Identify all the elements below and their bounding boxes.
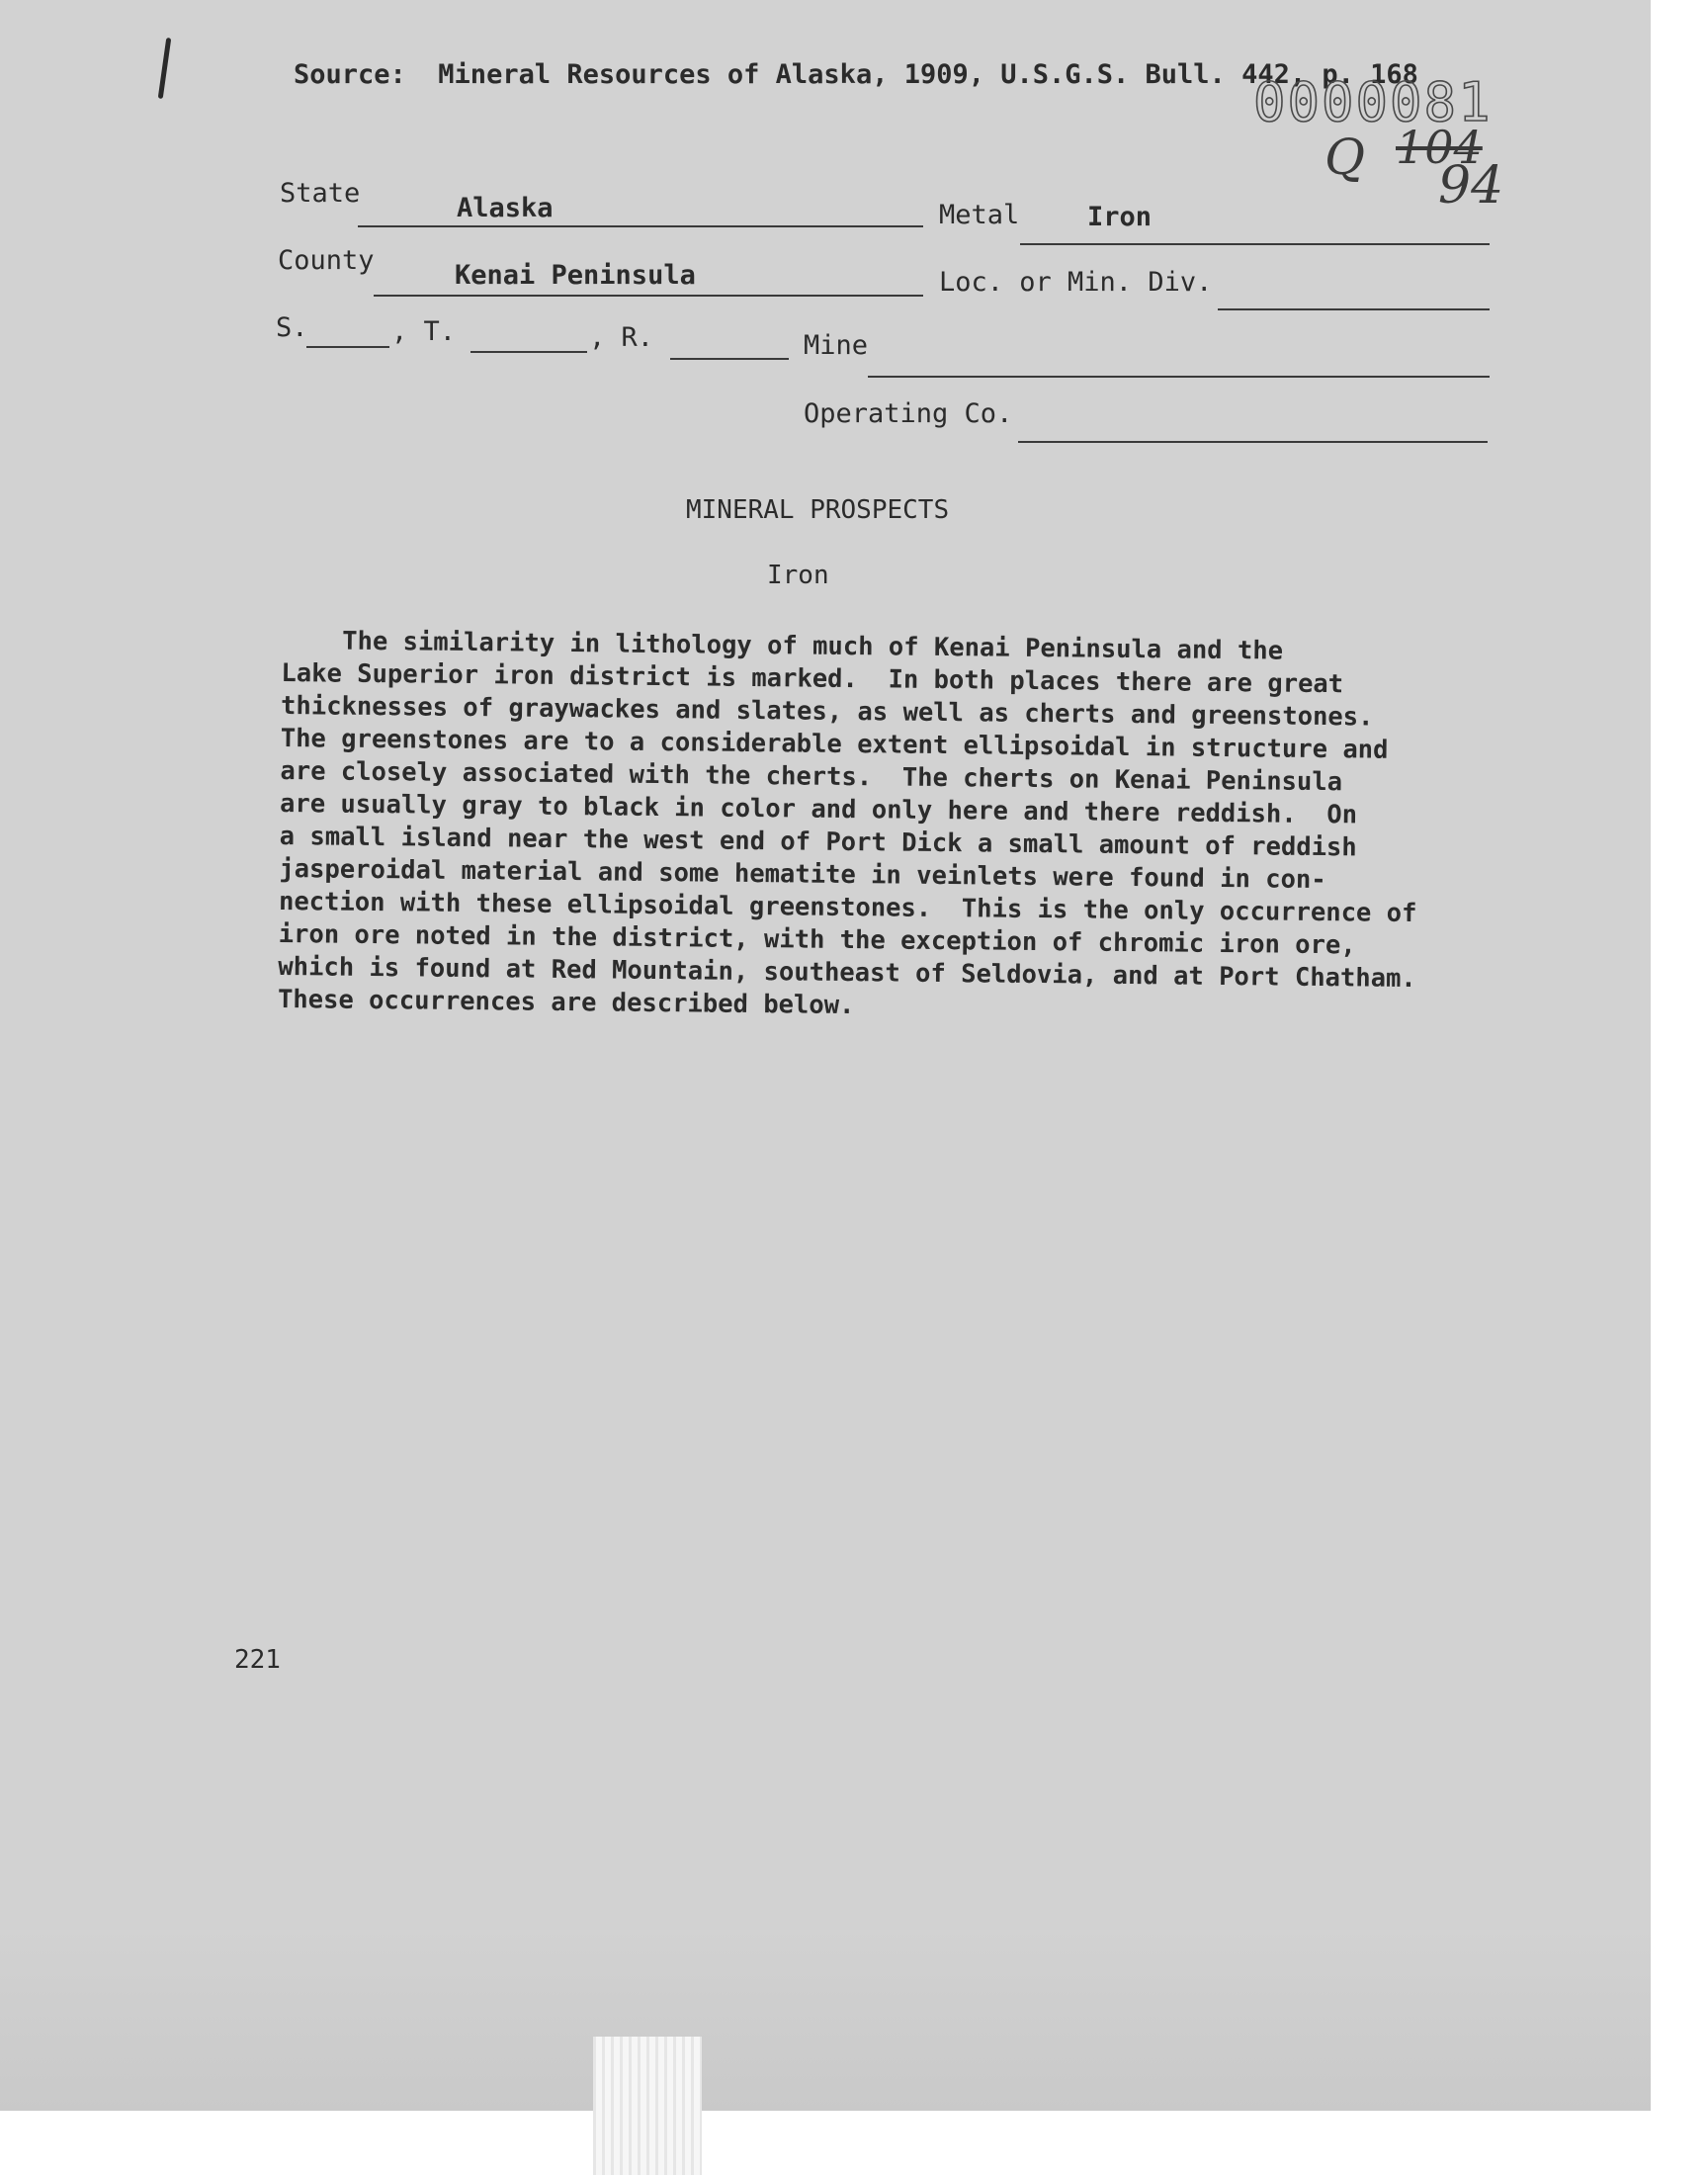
handwritten-struck-number: 104 [1396, 121, 1483, 174]
page-bottom-shadow [0, 1923, 1651, 2111]
mine-underline [868, 376, 1490, 378]
scan-artifact [593, 2037, 702, 2175]
section-subheading: Iron [767, 561, 829, 590]
body-line: are closely associated with the cherts. The cherts on Kenai Peninsula [280, 755, 1343, 798]
document-stamp-number: 0000081 [1253, 71, 1493, 133]
body-line: The similarity in lithology of much of Kenai Peninsula and the [281, 625, 1284, 666]
loc-underline [1218, 308, 1490, 310]
handwritten-prefix: Q [1324, 129, 1365, 186]
section-heading: MINERAL PROSPECTS [686, 495, 950, 525]
body-line: The greenstones are to a considerable extent ellipsoidal in structure and [280, 723, 1389, 765]
operating-co-label: Operating Co. [804, 398, 1013, 429]
operating-co-underline [1018, 441, 1488, 443]
section-underline [306, 346, 389, 348]
body-line: These occurrences are described below. [277, 984, 855, 1021]
metal-label: Metal [939, 200, 1020, 230]
state-value: Alaska [457, 193, 554, 223]
metal-underline [1020, 243, 1490, 245]
body-line: nection with these ellipsoidal greenstones. This is the only occurrence of [278, 886, 1417, 929]
mine-label: Mine [804, 330, 869, 361]
township-label: , T. [391, 316, 457, 347]
state-underline [358, 225, 923, 227]
body-line: Lake Superior iron district is marked. In both places there are great [281, 657, 1344, 700]
body-line: a small island near the west end of Port Dick a small amount of reddish [279, 821, 1357, 863]
body-paragraph [278, 625, 1567, 1030]
range-label: , R. [589, 322, 654, 353]
state-label: State [280, 178, 361, 209]
handwritten-replacement-number: 94 [1438, 156, 1504, 216]
range-underline [670, 358, 789, 360]
scan-margin-bottom [0, 2111, 1708, 2175]
body-line: iron ore noted in the district, with the exception of chromic iron ore, [278, 918, 1356, 961]
county-underline [374, 295, 923, 297]
body-line: thicknesses of graywackes and slates, as well as cherts and greenstones. [280, 690, 1374, 733]
pen-mark [158, 38, 172, 99]
body-line: which is found at Red Mountain, southeast of Seldovia, and at Port Chatham. [278, 951, 1416, 995]
county-value: Kenai Peninsula [455, 260, 696, 291]
loc-label: Loc. or Min. Div. [939, 267, 1213, 298]
scan-margin-right [1651, 0, 1708, 2175]
body-line: jasperoidal material and some hematite in veinlets were found in con- [279, 853, 1326, 896]
township-underline [470, 351, 587, 353]
county-label: County [278, 245, 375, 276]
section-label: S. [276, 312, 308, 343]
body-line: are usually gray to black in color and only here and there reddish. On [279, 788, 1358, 830]
page-number: 221 [234, 1645, 281, 1675]
source-citation: Source: Mineral Resources of Alaska, 1909, U.S.G.S. Bull. 442, p. 168 [294, 59, 1418, 90]
metal-value: Iron [1087, 202, 1153, 232]
